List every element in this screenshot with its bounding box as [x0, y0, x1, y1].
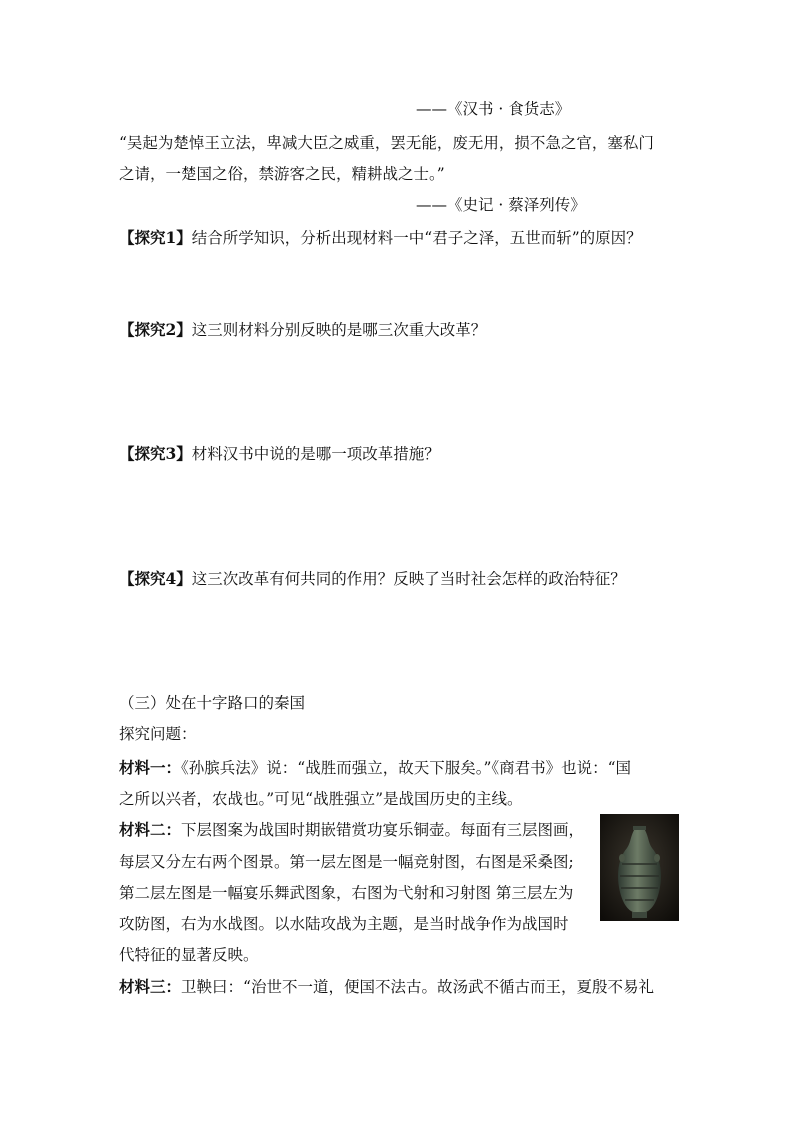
- quote-wuqi-line2: 之请，一楚国之俗，禁游客之民，精耕战之士。”: [119, 165, 445, 183]
- section-title: （三）处在十字路口的秦国: [119, 694, 306, 712]
- question-1-tag: 【探究1】: [119, 228, 192, 247]
- material-2-line4: 攻防图，右为水战图。以水陆攻战为主题，是当时战争作为战国时: [119, 915, 569, 933]
- question-2-tag: 【探究2】: [119, 320, 192, 339]
- question-4: [119, 568, 626, 590]
- material-2-text: 下层图案为战国时期嵌错赏功宴乐铜壶。每面有三层图画，: [181, 821, 585, 839]
- material-1-text: 《孙膑兵法》说：“战胜而强立，故天下服矣。”《商君书》也说：“国: [181, 759, 632, 777]
- material-1-tag: 材料一：: [119, 758, 182, 777]
- material-1-line2: 之所以兴者，农战也。”可见“战胜强立”是战国历史的主线。: [119, 790, 523, 808]
- question-2: [119, 319, 486, 341]
- source-shiji: ——《史记 · 蔡泽列传》: [416, 196, 586, 214]
- material-2-line1: [119, 819, 584, 841]
- quote-wuqi-line1: “吴起为楚悼王立法，卑减大臣之威重，罢无能，废无用，损不急之官，塞私门: [119, 134, 654, 152]
- material-3-text: 卫鞅曰：“治世不一道，便国不法古。故汤武不循古而王，夏殷不易礼: [181, 978, 654, 996]
- question-4-text: 这三次改革有何共同的作用？反映了当时社会怎样的政治特征？: [191, 570, 626, 588]
- question-4-tag: 【探究4】: [119, 569, 192, 588]
- material-2-line5: 代特征的显著反映。: [119, 946, 259, 964]
- question-3-tag: 【探究3】: [119, 444, 192, 463]
- section-prompt: 探究问题：: [119, 725, 197, 743]
- material-1-line1: [119, 757, 631, 779]
- material-3-line1: [119, 976, 654, 998]
- question-2-text: 这三则材料分别反映的是哪三次重大改革？: [191, 321, 487, 339]
- question-3-text: 材料汉书中说的是哪一项改革措施？: [191, 445, 440, 463]
- question-1-text: 结合所学知识，分析出现材料一中“君子之泽，五世而斩”的原因？: [191, 229, 642, 247]
- material-2-line2: 每层又分左右两个图景。第一层左图是一幅竞射图，右图是采桑图;: [119, 853, 574, 871]
- material-2-tag: 材料二：: [119, 820, 182, 839]
- material-2-line3: 第二层左图是一幅宴乐舞武图象，右图为弋射和习射图 第三层左为: [119, 884, 574, 902]
- question-3: [119, 443, 440, 465]
- question-1: [119, 227, 642, 249]
- bronze-hu-vessel-image: [600, 814, 679, 921]
- source-hanshu: ——《汉书 · 食货志》: [416, 100, 571, 118]
- material-3-tag: 材料三：: [119, 977, 182, 996]
